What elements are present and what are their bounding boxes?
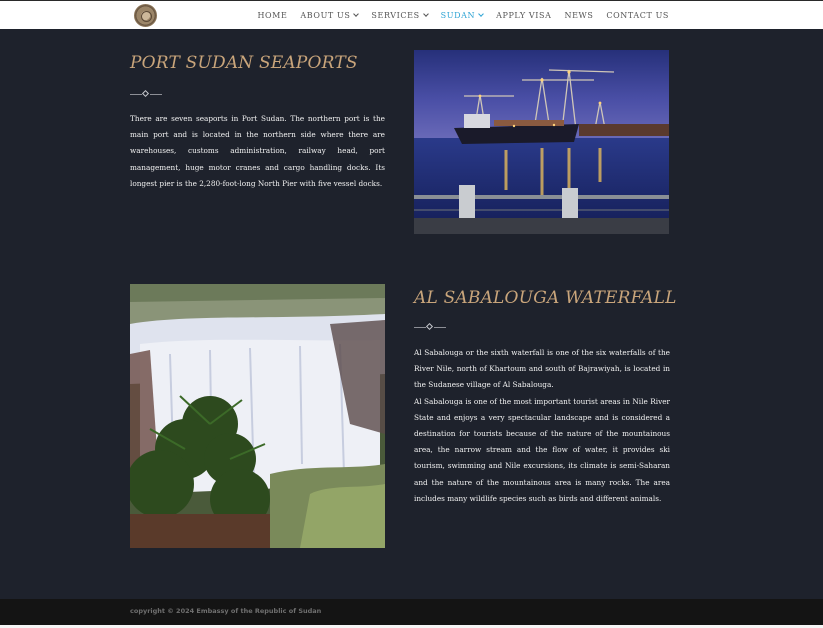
waterfall-divider xyxy=(414,323,446,331)
seaports-title: PORT SUDAN SEAPORTS xyxy=(130,53,358,73)
nav-item-sudan[interactable] xyxy=(441,11,483,20)
nav-item-services[interactable] xyxy=(371,11,427,20)
chevron-down-icon xyxy=(354,11,360,17)
nav-item-contact-us[interactable] xyxy=(606,11,669,20)
waterfall-paragraph-2: Al Sabalouga is one of the most important tourist areas in Nile River State and enjoys a very spectacular landscape and is considered a destination for tourists because of the nature of the mountainous area, the narrow stream and the flow of water, it provides ski tourism, swimming and Nile excursions, its climate is semi-Saharan and the nature of the mountainous area is many rocks. The area includes many wildlife species such as birds and different animals. xyxy=(414,396,670,503)
copyright-text: copyright © 2024 Embassy of the Republic of Sudan xyxy=(130,607,322,615)
nav-item-label: CONTACT US xyxy=(606,11,669,20)
nav-item-about-us[interactable] xyxy=(300,11,358,20)
nav-item-label: NEWS xyxy=(564,11,594,20)
nav-item-apply-visa[interactable] xyxy=(496,11,551,20)
nav-item-label: HOME xyxy=(257,11,288,20)
site-header xyxy=(0,0,823,29)
chevron-down-icon xyxy=(423,11,429,17)
nav-item-label: SUDAN xyxy=(440,11,476,20)
nav-item-label: APPLY VISA xyxy=(496,11,552,20)
waterfall-text xyxy=(414,345,670,507)
nav-item-news[interactable] xyxy=(564,11,593,20)
waterfall-paragraph-1: Al Sabalouga or the sixth waterfall is one of the six waterfalls of the River Nile, north of Khartoum and south of Bajrawiyah, is located in the Sudanese village of Al Sabalouga. xyxy=(414,348,670,390)
waterfall-title: AL SABALOUGA WATERFALL xyxy=(414,288,677,308)
nav-item-label: SERVICES xyxy=(371,11,420,20)
nav-item-label: ABOUT US xyxy=(300,11,351,20)
embassy-seal-icon[interactable] xyxy=(134,4,157,27)
chevron-down-icon xyxy=(478,11,484,17)
nav-item-home[interactable] xyxy=(257,11,287,20)
seaports-divider xyxy=(130,90,162,98)
waterfall-photo xyxy=(130,284,385,548)
main-nav xyxy=(244,1,669,30)
site-footer xyxy=(0,599,823,625)
port-at-night-photo xyxy=(414,50,669,234)
seaports-text: There are seven seaports in Port Sudan. The northern port is the main port and is located in the northern side where there are warehouses, customs administration, railway head, port management, huge motor cranes and cargo handling docks. Its longest pier is the 2,280-foot-long North Pier with five vessel docks. xyxy=(130,114,385,188)
